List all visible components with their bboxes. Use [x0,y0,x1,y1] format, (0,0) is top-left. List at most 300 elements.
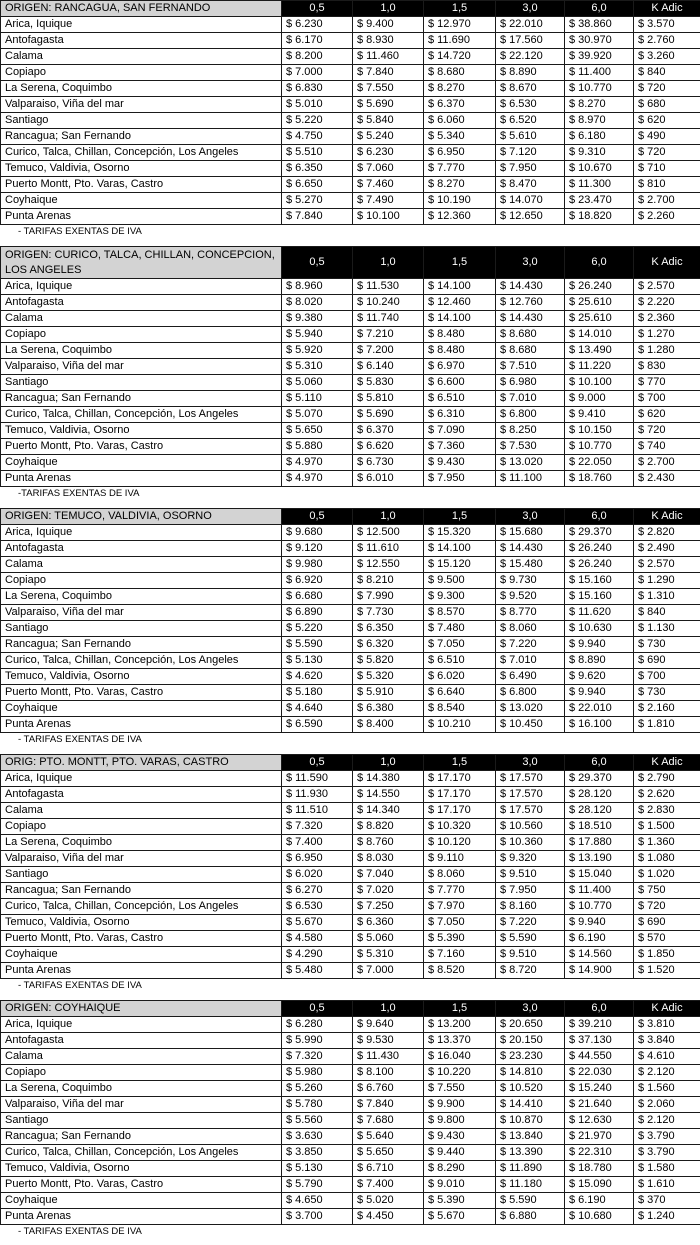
currency-symbol: $ [569,1082,576,1094]
destination-cell: Calama [1,1049,282,1065]
rate-value: 6.760 [366,1082,394,1094]
destination-cell: Arica, Iquique [1,1017,282,1033]
currency-symbol: $ [428,1114,435,1126]
destination-cell: Copiapo [1,1065,282,1081]
rate-cell [282,359,353,375]
table-row [1,1177,700,1193]
table-row [1,1145,700,1161]
rate-cell [496,701,565,717]
rate-value: 39.920 [578,50,612,62]
rate-value: 22.050 [578,456,612,468]
rate-value: 5.240 [366,130,394,142]
table-row [1,1113,700,1129]
rate-cell [634,605,700,621]
currency-symbol: $ [569,1098,576,1110]
currency-symbol: $ [638,916,645,928]
rate-cell [353,161,424,177]
rate-value: 5.650 [295,424,323,436]
rate-cell [634,915,700,931]
rate-cell [496,97,565,113]
table-row [1,311,700,327]
currency-symbol: $ [357,178,364,190]
currency-symbol: $ [357,702,364,714]
currency-symbol: $ [286,82,293,94]
currency-symbol: $ [357,884,364,896]
currency-symbol: $ [286,884,293,896]
rate-cell [634,81,700,97]
currency-symbol: $ [500,66,507,78]
rate-cell [424,899,496,915]
currency-symbol: $ [428,440,435,452]
destination-cell: Rancagua; San Fernando [1,391,282,407]
currency-symbol: $ [638,130,645,142]
rate-value: 22.010 [578,702,612,714]
rate-cell [353,835,424,851]
rate-cell [496,471,565,487]
rate-value: 15.120 [437,558,471,570]
rate-value: 6.350 [295,162,323,174]
currency-symbol: $ [428,932,435,944]
rate-cell [565,771,634,787]
rate-value: 6.800 [509,408,537,420]
rate-cell [353,557,424,573]
currency-symbol: $ [500,424,507,436]
table-row [1,525,700,541]
rate-value: 8.890 [509,66,537,78]
currency-symbol: $ [428,194,435,206]
rate-cell [496,621,565,637]
currency-symbol: $ [286,210,293,222]
rate-cell [565,423,634,439]
currency-symbol: $ [428,296,435,308]
rate-value: 7.840 [366,1098,394,1110]
rate-value: 6.270 [295,884,323,896]
currency-symbol: $ [500,1146,507,1158]
rate-value: 14.340 [366,804,400,816]
rate-value: 11.930 [295,788,328,800]
currency-symbol: $ [638,1210,645,1222]
rate-cell [282,1161,353,1177]
rate-value: 12.650 [509,210,543,222]
currency-symbol: $ [357,82,364,94]
rate-value: 5.780 [295,1098,323,1110]
currency-symbol: $ [569,280,576,292]
rate-value: 2.570 [647,558,675,570]
currency-symbol: $ [500,376,507,388]
table-row [1,295,700,311]
rate-value: 6.230 [366,146,394,158]
table-row [1,65,700,81]
rate-value: 38.860 [578,18,612,30]
rate-cell [634,621,700,637]
rate-cell [282,145,353,161]
destination-cell: Puerto Montt, Pto. Varas, Castro [1,439,282,455]
rate-cell [353,637,424,653]
currency-symbol: $ [357,1050,364,1062]
rate-value: 14.070 [509,194,543,206]
destination-cell: Arica, Iquique [1,17,282,33]
rate-cell [565,1145,634,1161]
rate-cell [282,423,353,439]
currency-symbol: $ [357,162,364,174]
rate-cell [353,343,424,359]
currency-symbol: $ [357,18,364,30]
rate-value: 4.580 [295,932,323,944]
currency-symbol: $ [569,804,576,816]
destination-cell: La Serena, Coquimbo [1,589,282,605]
rate-value: 3.790 [647,1146,675,1158]
currency-symbol: $ [286,360,293,372]
weight-column-header: 3,0 [496,247,565,279]
rate-value: 14.430 [509,312,543,324]
rate-cell [282,1129,353,1145]
currency-symbol: $ [500,18,507,30]
currency-symbol: $ [638,376,645,388]
rate-value: 10.680 [578,1210,612,1222]
rate-cell [565,819,634,835]
rate-cell [565,391,634,407]
rate-section [0,1000,700,1239]
rate-value: 8.890 [578,654,606,666]
rate-value: 16.040 [437,1050,471,1062]
rate-value: 20.650 [509,1018,543,1030]
currency-symbol: $ [638,836,645,848]
rate-value: 9.110 [437,852,464,864]
rate-cell [282,557,353,573]
currency-symbol: $ [428,788,435,800]
rate-cell [634,717,700,733]
origin-header: ORIGEN: TEMUCO, VALDIVIA, OSORNO [1,509,282,525]
destination-cell: Arica, Iquique [1,771,282,787]
rate-value: 11.510 [295,804,328,816]
rate-value: 6.180 [578,130,606,142]
rate-cell [353,1017,424,1033]
destination-cell: Coyhaique [1,947,282,963]
rate-cell [282,1017,353,1033]
rate-cell [634,851,700,867]
rate-value: 11.890 [509,1162,542,1174]
rate-cell [496,589,565,605]
currency-symbol: $ [357,312,364,324]
currency-symbol: $ [286,472,293,484]
rate-value: 29.370 [578,772,612,784]
table-row [1,161,700,177]
rate-value: 9.900 [437,1098,465,1110]
currency-symbol: $ [569,34,576,46]
currency-symbol: $ [357,804,364,816]
currency-symbol: $ [428,456,435,468]
weight-column-header: 0,5 [282,247,353,279]
currency-symbol: $ [286,670,293,682]
rate-value: 11.220 [578,360,611,372]
currency-symbol: $ [569,424,576,436]
table-row [1,327,700,343]
rate-value: 15.160 [578,590,612,602]
rate-value: 4.450 [366,1210,394,1222]
destination-cell: Punta Arenas [1,717,282,733]
currency-symbol: $ [428,98,435,110]
rate-cell [353,525,424,541]
currency-symbol: $ [286,312,293,324]
rate-cell [353,915,424,931]
rate-cell [353,899,424,915]
rate-cell [424,1049,496,1065]
rate-value: 13.840 [509,1130,543,1142]
currency-symbol: $ [428,130,435,142]
weight-column-header: 3,0 [496,755,565,771]
currency-symbol: $ [500,654,507,666]
weight-column-header: 6,0 [565,755,634,771]
header-row [1,509,700,525]
currency-symbol: $ [286,654,293,666]
currency-symbol: $ [638,948,645,960]
currency-symbol: $ [357,932,364,944]
rate-cell [496,279,565,295]
destination-cell: Antofagasta [1,541,282,557]
rate-cell [424,653,496,669]
rate-value: 10.100 [366,210,400,222]
currency-symbol: $ [357,50,364,62]
rate-cell [565,327,634,343]
currency-symbol: $ [286,1114,293,1126]
rate-cell [634,407,700,423]
currency-symbol: $ [500,638,507,650]
rate-value: 17.170 [437,804,471,816]
rate-cell [496,803,565,819]
rate-value: 8.020 [295,296,323,308]
rate-value: 6.280 [295,1018,323,1030]
currency-symbol: $ [357,376,364,388]
rate-cell [424,1033,496,1049]
rate-cell [424,669,496,685]
weight-column-header: 6,0 [565,1001,634,1017]
currency-symbol: $ [500,964,507,976]
rate-cell [424,621,496,637]
rate-value: 8.680 [437,66,465,78]
currency-symbol: $ [569,1034,576,1046]
rate-cell [424,589,496,605]
currency-symbol: $ [569,312,576,324]
currency-symbol: $ [428,1018,435,1030]
currency-symbol: $ [638,34,645,46]
rate-cell [565,1097,634,1113]
rate-cell [565,1161,634,1177]
currency-symbol: $ [500,210,507,222]
currency-symbol: $ [569,1130,576,1142]
currency-symbol: $ [638,66,645,78]
currency-symbol: $ [500,948,507,960]
currency-symbol: $ [286,772,293,784]
currency-symbol: $ [286,162,293,174]
rate-cell [565,653,634,669]
rate-cell [353,605,424,621]
rate-cell [424,803,496,819]
rate-table [0,508,700,733]
currency-symbol: $ [569,542,576,554]
currency-symbol: $ [428,162,435,174]
currency-symbol: $ [569,916,576,928]
currency-symbol: $ [286,392,293,404]
currency-symbol: $ [638,900,645,912]
currency-symbol: $ [357,1082,364,1094]
rate-value: 7.480 [437,622,465,634]
rate-cell [353,1129,424,1145]
currency-symbol: $ [569,376,576,388]
currency-symbol: $ [357,526,364,538]
rate-value: 8.970 [578,114,606,126]
rate-cell [634,685,700,701]
rate-cell [565,439,634,455]
rate-value: 14.560 [578,948,612,960]
rate-value: 10.770 [578,82,612,94]
rate-cell [424,1113,496,1129]
rate-cell [565,295,634,311]
rate-value: 810 [647,178,666,190]
rate-value: 5.940 [295,328,323,340]
rate-cell [424,295,496,311]
rate-cell [282,391,353,407]
rate-cell [565,49,634,65]
rate-value: 690 [647,916,666,928]
currency-symbol: $ [286,178,293,190]
currency-symbol: $ [286,114,293,126]
rate-cell [496,295,565,311]
currency-symbol: $ [638,50,645,62]
table-row [1,883,700,899]
rate-value: 5.690 [366,408,394,420]
origin-header: ORIGEN: COYHAIQUE [1,1001,282,1017]
currency-symbol: $ [500,526,507,538]
rate-value: 6.510 [437,654,465,666]
currency-symbol: $ [286,98,293,110]
rate-value: 690 [647,654,666,666]
rate-cell [353,65,424,81]
destination-cell: Curico, Talca, Chillan, Concepción, Los Angeles [1,653,282,669]
rate-cell [424,17,496,33]
currency-symbol: $ [500,852,507,864]
rate-cell [282,605,353,621]
rate-cell [634,343,700,359]
rate-cell [424,637,496,653]
rate-value: 3.260 [647,50,675,62]
currency-symbol: $ [569,606,576,618]
currency-symbol: $ [569,98,576,110]
rate-cell [282,81,353,97]
rate-cell [353,97,424,113]
rate-value: 15.090 [578,1178,612,1190]
rate-value: 740 [647,440,666,452]
rate-cell [353,279,424,295]
rate-cell [565,605,634,621]
rate-cell [353,653,424,669]
currency-symbol: $ [500,932,507,944]
rate-value: 5.690 [366,98,394,110]
table-row [1,17,700,33]
rate-value: 7.680 [366,1114,394,1126]
currency-symbol: $ [500,670,507,682]
rate-cell [634,33,700,49]
rate-cell [353,81,424,97]
rate-value: 7.040 [366,868,394,880]
rate-value: 14.100 [437,542,471,554]
rate-value: 8.670 [509,82,537,94]
currency-symbol: $ [569,558,576,570]
destination-cell: Santiago [1,375,282,391]
rate-value: 17.570 [509,772,543,784]
currency-symbol: $ [286,574,293,586]
currency-symbol: $ [569,344,576,356]
rate-cell [565,867,634,883]
currency-symbol: $ [428,1082,435,1094]
rate-cell [634,963,700,979]
rate-cell [282,819,353,835]
currency-symbol: $ [500,456,507,468]
rate-value: 14.410 [509,1098,543,1110]
rate-value: 15.480 [509,558,543,570]
rate-value: 7.220 [509,916,537,928]
rate-value: 8.480 [437,328,465,340]
rate-cell [565,835,634,851]
rate-value: 12.630 [578,1114,612,1126]
rate-cell [565,685,634,701]
tax-exempt-note: - TARIFAS EXENTAS DE IVA [18,734,142,745]
rate-cell [565,455,634,471]
table-row [1,605,700,621]
table-row [1,423,700,439]
rate-value: 9.410 [578,408,606,420]
currency-symbol: $ [569,82,576,94]
rate-value: 5.610 [509,130,537,142]
rate-value: 3.790 [647,1130,675,1142]
currency-symbol: $ [286,344,293,356]
destination-cell: Valparaiso, Viña del mar [1,97,282,113]
currency-symbol: $ [286,804,293,816]
currency-symbol: $ [286,590,293,602]
rate-cell [282,771,353,787]
destination-cell: Rancagua; San Fernando [1,883,282,899]
currency-symbol: $ [357,622,364,634]
currency-symbol: $ [286,686,293,698]
table-row [1,1017,700,1033]
currency-symbol: $ [569,948,576,960]
rate-value: 3.700 [295,1210,323,1222]
rate-section [0,754,700,1000]
rate-cell [496,787,565,803]
table-row [1,637,700,653]
rate-value: 5.640 [366,1130,394,1142]
rate-cell [353,717,424,733]
table-row [1,439,700,455]
rate-cell [282,439,353,455]
rate-value: 10.520 [509,1082,543,1094]
rate-cell [496,81,565,97]
rate-cell [424,541,496,557]
rate-value: 14.100 [437,280,471,292]
rate-cell [565,209,634,225]
table-row [1,915,700,931]
currency-symbol: $ [569,1018,576,1030]
rate-value: 9.510 [509,948,537,960]
rate-value: 6.680 [295,590,323,602]
rate-table [0,754,700,979]
rate-cell [565,407,634,423]
rate-cell [496,931,565,947]
rate-cell [496,915,565,931]
rate-cell [424,455,496,471]
currency-symbol: $ [357,194,364,206]
rate-value: 840 [647,66,666,78]
rate-cell [424,1017,496,1033]
